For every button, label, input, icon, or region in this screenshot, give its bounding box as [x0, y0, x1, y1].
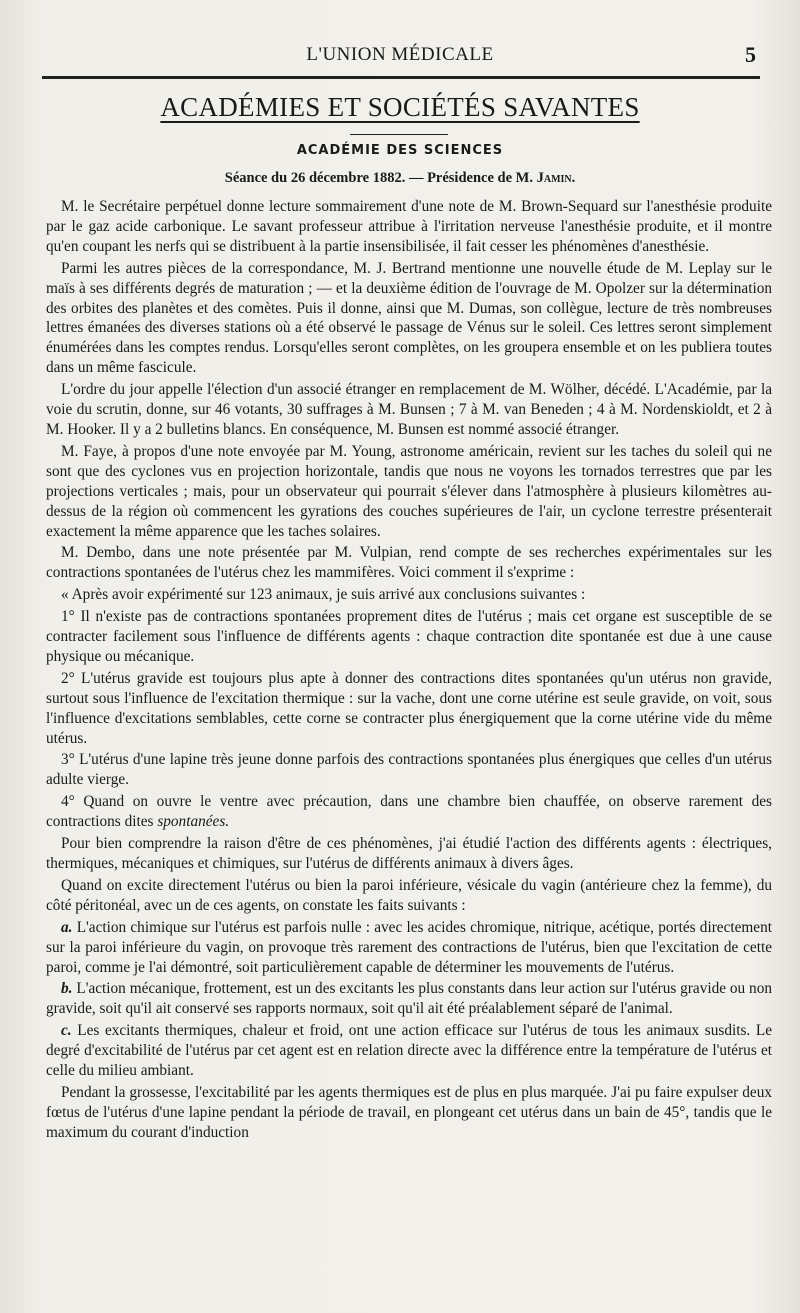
section-title: ACADÉMIES ET SOCIÉTÉS SAVANTES [160, 92, 640, 122]
running-head [40, 44, 760, 74]
list-mark: c. [61, 1022, 72, 1040]
page-number: 5 [745, 42, 756, 67]
header-rule [42, 76, 760, 79]
paragraph [46, 918, 772, 978]
paragraph: M. Faye, à propos d'une note envoyée par M. Young, astronome américain, revient sur les taches du soleil qui ne sont que des cyclones vus en projection horizontale, tandis que nous ne voyons les tornados terrestres que par les projections verticales ; mais, pour un observateur qui pourrait s'élever dans l'atmosphère à plusieurs kilomètres au-dessus de la région où commencent les gyrations des couches supérieures de l'air, un cyclone terrestre présenterait exactement la même apparence que les taches solaires. [46, 442, 772, 540]
running-title: L'UNION MÉDICALE [306, 44, 494, 65]
article-body [46, 197, 772, 1143]
session-text: Séance du 26 décembre 1882. — Présidence de M. [224, 170, 533, 186]
paragraph [46, 1021, 772, 1081]
paragraph: M. le Secrétaire perpétuel donne lecture sommairement d'une note de M. Brown-Sequard sur l'anesthésie produite par le gaz acide carbonique. Le savant professeur attribue à l'irritation nerveuse l'anesthésie produite, et il montre qu'en coupant les nerfs qui se distribuent à la partie insensibilisée, il fait cesser les phénomènes d'anesthésie. [46, 198, 772, 255]
paragraph: Pendant la grossesse, l'excitabilité par les agents thermiques est de plus en plus marquée. J'ai pu faire expulser deux fœtus de l'utérus d'une lapine pendant la période de travail, en plongeant cet utérus dans un bain de 45°, tandis que le maximum du courant d'induction [46, 1083, 772, 1141]
paragraph: Quand on excite directement l'utérus ou bien la paroi inférieure, vésicale du vagin (antérieure chez la femme), du côté péritonéal, avec un de ces agents, on constate les faits suivants : [46, 876, 772, 914]
paragraph: « Après avoir expérimenté sur 123 animaux, je suis arrivé aux conclusions suivantes : [61, 586, 586, 604]
session-line [40, 170, 760, 187]
title-rule [350, 134, 448, 135]
academy-subtitle: ACADÉMIE DES SCIENCES [296, 143, 504, 158]
italic-word: spontanées. [157, 813, 230, 831]
paragraph-text: Les excitants thermiques, chaleur et froid, ont une action efficace sur l'utérus de tous les animaux susdits. Le degré d'excitabilité de l'utérus par cet agent est en relation directe avec la différence entre la température de l'utérus et celle du milieu ambiant. [46, 1022, 772, 1080]
paragraph: Pour bien comprendre la raison d'être de ces phénomènes, j'ai étudié l'action des différents agents : électriques, thermiques, mécaniques et chimiques, sur l'utérus de différents animaux à divers âges. [46, 835, 772, 872]
list-mark: b. [61, 980, 73, 998]
paragraph: M. Dembo, dans une note présentée par M. Vulpian, rend compte de ses recherches expérimentales sur les contractions spontanées de l'utérus chez les mammifères. Voici comment il s'exprime : [46, 544, 772, 582]
paragraph: Parmi les autres pièces de la correspondance, M. J. Bertrand mentionne une nouvelle étude de M. Leplay sur le maïs à ses différents degrés de maturation ; — et la deuxième édition de l'ouvrage de M. Opolzer sur la détermination des orbites des planètes et des comètes. Puis il donne, ainsi que M. Dumas, son collègue, lecture de très nombreuses lettres émanées des diverses stations où a été observé le passage de Vénus sur le soleil. Ces lettres seront simplement énumérées dans les comptes rendus. Lorsqu'elles seront complètes, on les groupera ensemble et on les publiera toutes dans un même fascicule. [46, 259, 772, 377]
paragraph: 2° L'utérus gravide est toujours plus apte à donner des contractions dites spontanées qu'un utérus non gravide, surtout sous l'influence de l'excitation thermique : sur la vache, dont une corne utérine est seule gravide, on voit, sous l'influence d'excitations semblables, cette corne se contracter plus énergiquement que la corne utérine vide du même utérus. [46, 669, 772, 747]
paragraph [46, 979, 772, 1019]
paragraph: 1° Il n'existe pas de contractions spontanées proprement dites de l'utérus ; mais cet organe est susceptible de se contracter facilement sous l'influence de différents agents : chaque contraction dite spontanée est due à une cause physique ou mécanique. [46, 608, 772, 665]
paragraph-text: 4° Quand on ouvre le ventre avec précaution, dans une chambre bien chauffée, on observe rarement des contractions dites [46, 793, 772, 831]
paragraph-text: L'action mécanique, frottement, est un des excitants les plus constants dans leur action sur l'utérus gravide ou non gravide, soit qu'il ait conservé ses rapports normaux, soit qu'il ait été préalablement séparé de l'animal. [46, 980, 773, 1018]
paragraph: L'ordre du jour appelle l'élection d'un associé étranger en remplacement de M. Wölher, décédé. L'Académie, par la voie du scrutin, donne, sur 46 votants, 30 suffrages à M. Bunsen ; 7 à M. van Beneden ; 4 à M. Nordenskioldt, et 2 à M. Hooker. Il y a 2 bulletins blancs. En conséquence, M. Bunsen est nommé associé étranger. [46, 381, 772, 438]
list-mark: a. [61, 918, 73, 936]
paragraph [46, 792, 772, 832]
paragraph-text: L'action chimique sur l'utérus est parfois nulle : avec les acides chromique, nitrique, acétique, portés directement sur la paroi inférieure du vagin, on provoque très rarement des contractions de l'utérus, bien que l'excitation de cette paroi, comme je l'ai démontré, soit particulièrement capable de déterminer les mouvements de l'utérus. [46, 918, 772, 976]
paragraph: 3° L'utérus d'une lapine très jeune donne parfois des contractions spontanées plus énergiques que celles d'un utérus adulte vierge. [46, 751, 772, 789]
session-president: Jamin. [536, 170, 576, 186]
